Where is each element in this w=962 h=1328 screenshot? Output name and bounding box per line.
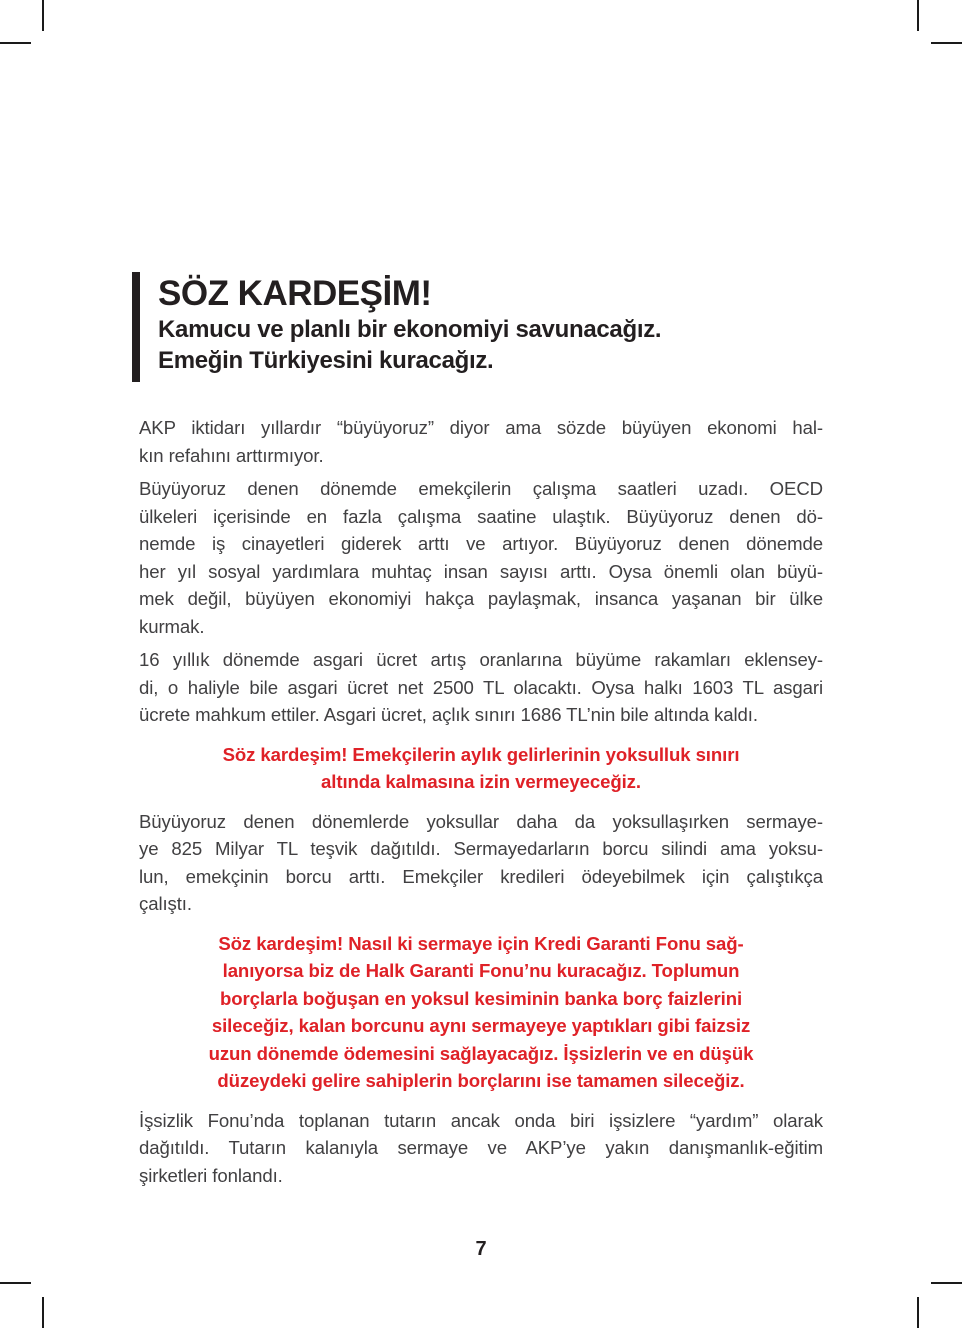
section-subtitle-line-1: Kamucu ve planlı bir ekonomiyi savunacağız. <box>158 316 662 343</box>
text-line: 16 yıllık dönemde asgari ücret artış oranlarına büyüme rakamları eklensey- <box>139 649 823 670</box>
text-line: her yıl sosyal yardımlara muhtaç insan sayısı arttı. Oysa önemli olan büyü- <box>139 560 823 582</box>
crop-mark-bottom-left-horizontal <box>0 1282 31 1284</box>
text-line: Büyüyoruz denen dönemlerde yoksullar daha da yoksullaşırken sermaye- <box>139 810 823 832</box>
text-line: ücrete mahkum ettiler. Asgari ücret, açlık sınırı 1686 TL’nin bile altında kaldı. <box>139 704 758 725</box>
crop-mark-bottom-left-vertical <box>42 1297 44 1328</box>
text-line: düzeydeki gelire sahiplerin borçlarını ise tamamen sileceğiz. <box>217 1070 745 1091</box>
body-paragraph <box>139 414 823 469</box>
text-line: altında kalmasına izin vermeyeceğiz. <box>321 771 641 792</box>
text-line: lanıyorsa biz de Halk Garanti Fonu’nu kuracağız. Toplumun <box>222 960 740 981</box>
crop-mark-top-left-vertical <box>42 0 44 31</box>
text-line: di, o haliyle bile asgari ücret net 2500 TL olacaktı. Oysa halkı 1603 TL asgari <box>139 676 823 698</box>
text-line: mek değil, büyüyen ekonomiyi hakça paylaşmak, insanca yaşanan bir ülke <box>139 588 823 609</box>
text-line: ye 825 Milyar TL teşvik dağıtıldı. Sermayedarların borcu silindi ama yoksu- <box>139 838 823 859</box>
text-line: Söz kardeşim! Nasıl ki sermaye için Kredi Garanti Fonu sağ- <box>218 932 744 954</box>
text-line: borçlarla boğuşan en yoksul kesiminin banka borç faizlerini <box>219 987 743 1009</box>
crop-mark-top-right-horizontal <box>931 42 962 44</box>
body-paragraph <box>139 1107 823 1190</box>
body-paragraph <box>139 808 823 918</box>
text-line: Büyüyoruz denen dönemde emekçilerin çalışma saatleri uzadı. OECD <box>139 478 823 499</box>
body-content <box>139 414 823 1195</box>
text-line: Söz kardeşim! Emekçilerin aylık gelirlerinin yoksulluk sınırı <box>222 743 740 765</box>
section-heading <box>132 272 661 382</box>
text-line: uzun dönemde ödemesini sağlayacağız. İşsizlerin ve en düşük <box>208 1042 754 1064</box>
text-line: kın refahını arttırmıyor. <box>139 444 324 466</box>
text-line: ülkeleri içerisinde en fazla çalışma saatine ulaştık. Büyüyoruz denen dö- <box>139 505 823 527</box>
text-line: AKP iktidarı yıllardır “büyüyoruz” diyor ama sözde büyüyen ekonomi hal- <box>139 417 823 438</box>
callout-paragraph <box>139 930 823 1095</box>
text-line: sileceğiz, kalan borcunu aynı sermayeye yaptıkları gibi faizsiz <box>211 1015 751 1036</box>
text-line: şirketleri fonlandı. <box>139 1164 283 1186</box>
body-paragraph <box>139 646 823 729</box>
crop-mark-top-right-vertical <box>917 0 919 31</box>
text-line: kurmak. <box>139 615 205 637</box>
text-line: dağıtıldı. Tutarın kalanıyla sermaye ve AKP’ye yakın danışmanlık-eğitim <box>139 1137 823 1158</box>
body-paragraph <box>139 475 823 640</box>
crop-mark-top-left-horizontal <box>0 42 31 44</box>
text-line: İşsizlik Fonu’nda toplanan tutarın ancak onda biri işsizlere “yardım” olarak <box>139 1109 823 1131</box>
text-line: nemde iş cinayetleri giderek arttı ve artıyor. Büyüyoruz denen dönemde <box>139 533 823 554</box>
crop-mark-bottom-right-horizontal <box>931 1282 962 1284</box>
page-number: 7 <box>475 1238 487 1260</box>
text-line: lun, emekçinin borcu arttı. Emekçiler kredileri ödeyebilmek için çalıştıkça <box>139 865 823 887</box>
callout-paragraph <box>139 741 823 796</box>
section-subtitle-line-2: Emeğin Türkiyesini kuracağız. <box>158 347 494 374</box>
text-line: çalıştı. <box>139 893 192 914</box>
crop-mark-bottom-right-vertical <box>917 1297 919 1328</box>
section-title: SÖZ KARDEŞİM! <box>158 274 432 313</box>
